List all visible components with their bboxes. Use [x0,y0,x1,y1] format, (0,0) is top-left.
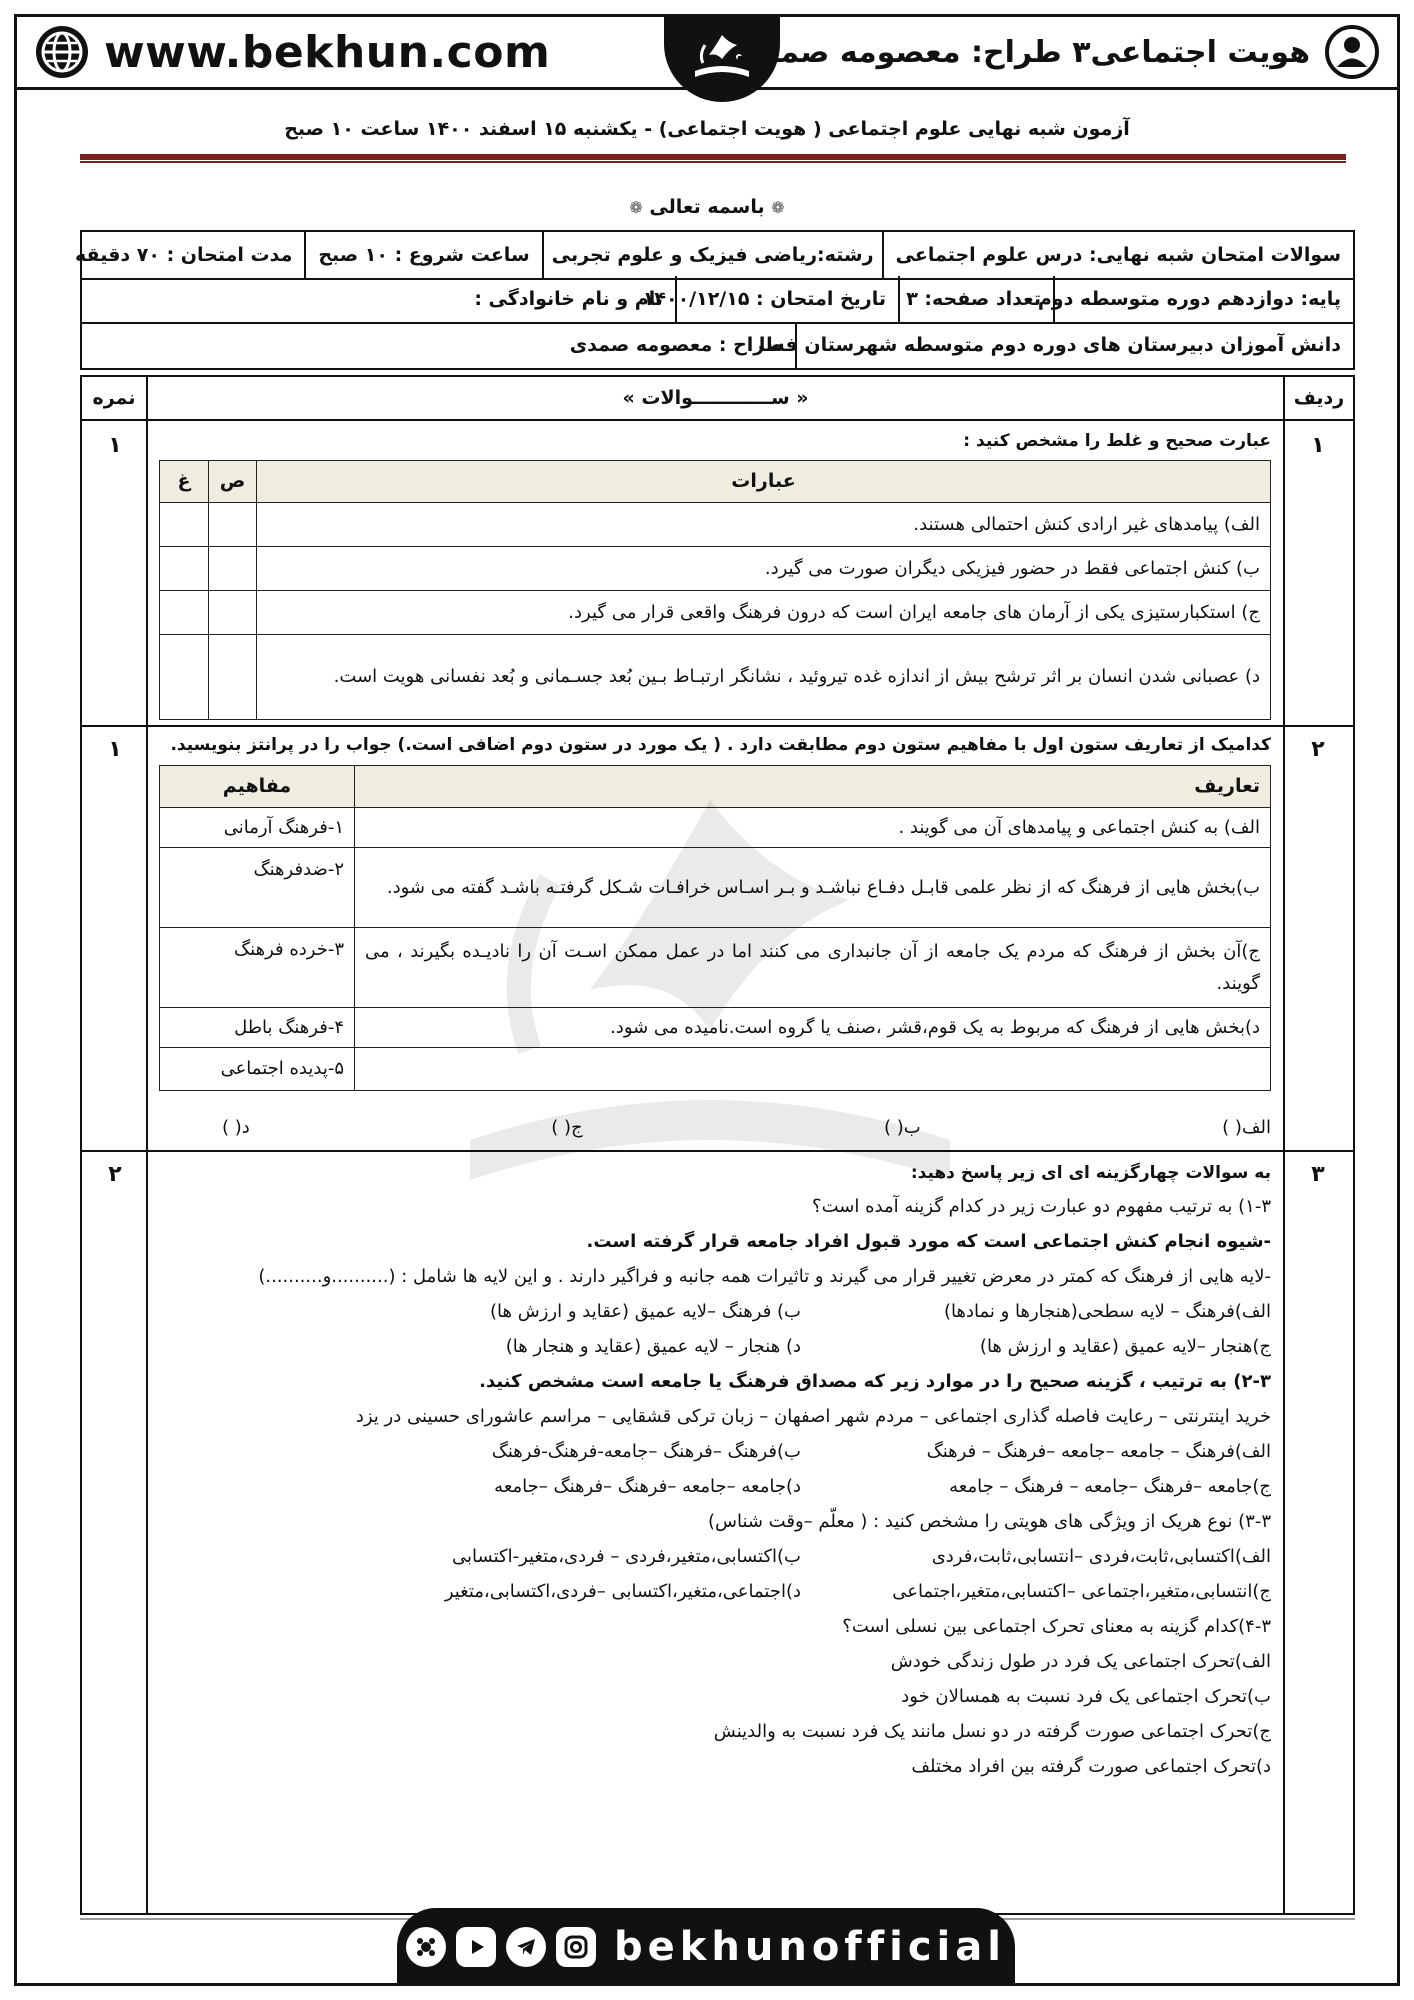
info-row [75,232,1353,278]
question-title: عبارت صحیح و غلط را مشخص کنید : [963,431,1271,451]
col-concepts: مفاهیم [222,774,292,797]
true-answer-box[interactable] [208,591,256,634]
basmala-text: باسمه تعالی [649,196,765,218]
option[interactable]: ج)جامعه –فرهنگ –جامعه – فرهنگ – جامعه [949,1476,1271,1497]
col-header-row: ردیف [1293,387,1345,409]
info-start-time: ساعت شروع : ۱۰ صبح [304,232,541,278]
table-header [160,461,1270,503]
info-designer: طراح : معصومه صمدی [569,334,783,356]
statement: الف) پیامدهای غیر ارادی کنش احتمالی هستند. [256,503,1270,546]
statement: د) عصبانی شدن انسان بر اثر ترشح بیش از اندازه غده تیروئید ، نشانگر ارتبـاط بـین بُعد جسـمانی و بُعد نفسانی هویت است. [256,635,1270,719]
false-answer-box[interactable] [160,635,208,719]
globe-icon [34,24,90,80]
header-title-text: هویت اجتماعی۳ طراح: معصومه صمدی [735,34,1310,70]
table-row [160,1048,1270,1090]
concept: ۳-خرده فرهنگ [234,939,344,960]
question-table [80,375,1355,1915]
table-row [160,591,1270,635]
info-field: رشته:ریاضی فیزیک و علوم تجربی [542,232,882,278]
question-title: کدامیک از تعاریف ستون اول با مفاهیم ستون دوم مطابقت دارد . ( یک مورد در ستون دوم اضافی است.) جواب را در پرانتز بنویسید. [170,735,1271,755]
options-row [166,1539,1271,1574]
instagram-icon[interactable] [556,1927,596,1967]
option[interactable]: د) هنجار – لایه عمیق (عقاید و هنجار ها) [505,1336,801,1357]
sub-question: ۲-۳) به ترتیب ، گزینه صحیح را در موارد زیر که مصداق فرهنگ یا جامعه است مشخص کنید. [479,1371,1271,1392]
website-text: www.bekhun.com [104,26,551,78]
sub-question-text: -لایه هایی از فرهنگ که کمتر در معرض تغییر قرار می گیرند و تاثیرات همه جانبه و فراگیر دارند . و این لایه ها شامل : (..........و..........) [258,1266,1271,1287]
option[interactable]: ب)تحرک اجتماعی یک فرد نسبت به همسالان خود [901,1686,1271,1707]
option[interactable]: الف)فرهنگ – جامعه –جامعه –فرهنگ – فرهنگ [926,1441,1271,1462]
definition [354,1048,1270,1090]
option[interactable]: د)جامعه –جامعه –فرهنگ –فرهنگ –جامعه [494,1476,801,1497]
info-subject: سوالات امتحان شبه نهایی: درس علوم اجتماعی [882,232,1353,278]
col-statements: عبارات [256,461,1270,502]
col-header-questions: « ســــــــــــوالات » [622,387,809,409]
table-header [160,766,1270,808]
concept: ۲-ضدفرهنگ [253,859,344,880]
option[interactable]: الف)تحرک اجتماعی یک فرد در طول زندگی خودش [890,1651,1271,1672]
options-row [166,1294,1271,1329]
exam-info-table [80,322,1355,370]
divider [146,377,148,1913]
question-score: ۱ [108,433,122,458]
true-answer-box[interactable] [208,635,256,719]
concept: ۱-فرهنگ آرمانی [223,816,344,838]
question-number: ۲ [1311,737,1325,762]
answer-blanks [222,1117,1271,1138]
false-answer-box[interactable] [160,591,208,634]
question-number: ۱ [1311,433,1325,458]
col-header-score: نمره [92,387,136,409]
flower-icon: ❁ [771,198,785,217]
concept: ۵-پدیده اجتماعی [220,1058,344,1080]
social-footer [397,1908,1015,1986]
basmala [0,196,1414,218]
definition: ب)بخش هایی از فرهنگ که از نظر علمی قابـل دفـاع نباشـد و بـر اسـاس خرافـات شـکل گرفتـه باشـد گفته می شود. [354,848,1270,927]
option[interactable]: الف)اکتسابی،ثابت،فردی –انتسابی،ثابت،فردی [931,1546,1271,1567]
info-grade: پایه: دوازدهم دوره متوسطه دوم [1053,276,1353,322]
telegram-icon[interactable] [506,1927,546,1967]
info-name: نام و نام خانوادگی : [474,288,663,310]
option[interactable]: ب)اکتسابی،متغیر،فردی – فردی،متغیر-اکتسابی [452,1546,801,1567]
option[interactable]: ج)تحرک اجتماعی صورت گرفته در دو نسل مانند یک فرد نسبت به والدینش [713,1721,1271,1742]
options-row [166,1434,1271,1469]
divider [82,419,1353,421]
exam-info-table [80,276,1355,324]
table-row [160,928,1270,1008]
sub-question-text: -شیوه انجام کنش اجتماعی است که مورد قبول افراد جامعه قرار گرفته است. [586,1231,1271,1252]
info-row [82,276,1353,322]
answer-blank[interactable]: د( ) [222,1117,250,1138]
true-answer-box[interactable] [208,547,256,590]
true-false-table [159,460,1271,720]
table-row [160,635,1270,719]
info-school: دانش آموزان دبیرستان های دوره دوم متوسطه شهرستان فسا [795,322,1353,368]
statement: ج) استکبارستیزی یکی از آرمان های جامعه ایران است که درون فرهنگ واقعی قرار می گیرد. [256,591,1270,634]
info-date: تاریخ امتحان : ۱۴۰۰/۱۲/۱۵ [675,276,898,322]
answer-blank[interactable]: ب( ) [884,1117,921,1138]
table-row [160,848,1270,928]
true-answer-box[interactable] [208,503,256,546]
option[interactable]: الف)فرهنگ – لایه سطحی(هنجارها و نمادها) [943,1301,1271,1322]
sub-question: ۳-۳) نوع هریک از ویژگی های هویتی را مشخص کنید : ( معلّم –وقت شناس) [707,1511,1271,1532]
col-definitions: تعاریف [354,766,1270,807]
aparat-icon[interactable] [406,1927,446,1967]
definition: د)بخش هایی از فرهنگ که مربوط به یک قوم،قشر ،صنف یا گروه است.نامیده می شود. [354,1008,1270,1047]
divider [82,1150,1353,1152]
divider [1283,377,1285,1913]
divider [80,161,1346,163]
options-row [166,1469,1271,1504]
flower-icon: ❁ [629,198,643,217]
answer-blank[interactable]: الف( ) [1222,1117,1271,1138]
table-row [160,808,1270,848]
table-row [160,503,1270,547]
false-answer-box[interactable] [160,503,208,546]
option[interactable]: ب) فرهنگ –لایه عمیق (عقاید و ارزش ها) [490,1301,801,1322]
false-answer-box[interactable] [160,547,208,590]
page-header [14,14,1400,90]
answer-blank[interactable]: ج( ) [551,1117,583,1138]
user-icon [1324,24,1380,80]
website-link[interactable] [34,24,550,80]
options-row [166,1574,1271,1609]
col-false: غ [177,469,191,492]
exam-info-table [75,230,1355,280]
definition: الف) به کنش اجتماعی و پیامدهای آن می گویند . [354,808,1270,847]
multiple-choice-section [166,1157,1271,1784]
option[interactable]: ب)فرهنگ –فرهنگ –جامعه-فرهنگ-فرهنگ [491,1441,801,1462]
table-row [160,547,1270,591]
option[interactable]: د)اجتماعی،متغیر،اکتسابی –فردی،اکتسابی،متغیر [444,1581,801,1602]
question-title: به سوالات چهارگزینه ای ای زیر پاسخ دهید: [910,1163,1271,1183]
question-score: ۱ [108,737,122,762]
header-title [736,24,1381,80]
options-row [166,1329,1271,1364]
definition: ج)آن بخش از فرهنگ که مردم یک جامعه از آن جانبداری می کنند اما در عمل ممکن اسـت آن را نادیـده بگیرند ، می گویند. [354,928,1270,1007]
sub-question-text: خرید اینترنتی – رعایت فاصله گذاری اجتماعی – مردم شهر اصفهان – زبان ترکی قشقایی – مراسم عاشورای حسینی در یزد [355,1406,1271,1427]
youtube-icon[interactable] [456,1927,496,1967]
question-number: ۳ [1311,1162,1325,1187]
concept: ۴-فرهنگ باطل [234,1016,344,1038]
matching-table [159,765,1271,1091]
option[interactable]: ج)هنجار –لایه عمیق (عقاید و ارزش ها) [979,1336,1271,1357]
exam-title: آزمون شبه نهایی علوم اجتماعی ( هویت اجتماعی) - یکشنبه ۱۵ اسفند ۱۴۰۰ ساعت ۱۰ صبح [284,118,1130,140]
info-duration: مدت امتحان : ۷۰ دقیقه [75,244,293,266]
info-pages: تعداد صفحه: ۳ [898,276,1053,322]
divider [80,154,1346,160]
option[interactable]: د)تحرک اجتماعی صورت گرفته بین افراد مختلف [911,1756,1271,1777]
question-score: ۲ [108,1162,122,1187]
option[interactable]: ج)انتسابی،متغیر،اجتماعی –اکتسابی،متغیر،اجتماعی [892,1581,1271,1602]
social-handle[interactable]: bekhunofficial [614,1924,1006,1970]
info-row [82,322,1353,368]
statement: ب) کنش اجتماعی فقط در حضور فیزیکی دیگران صورت می گیرد. [256,547,1270,590]
table-row [160,1008,1270,1048]
divider [82,725,1353,727]
sub-question: ۱-۳) به ترتیب مفهوم دو عبارت زیر در کدام گزینه آمده است؟ [812,1196,1271,1217]
sub-question: ۴-۳)کدام گزینه به معنای تحرک اجتماعی بین نسلی است؟ [842,1616,1271,1637]
col-true: ص [208,461,256,502]
